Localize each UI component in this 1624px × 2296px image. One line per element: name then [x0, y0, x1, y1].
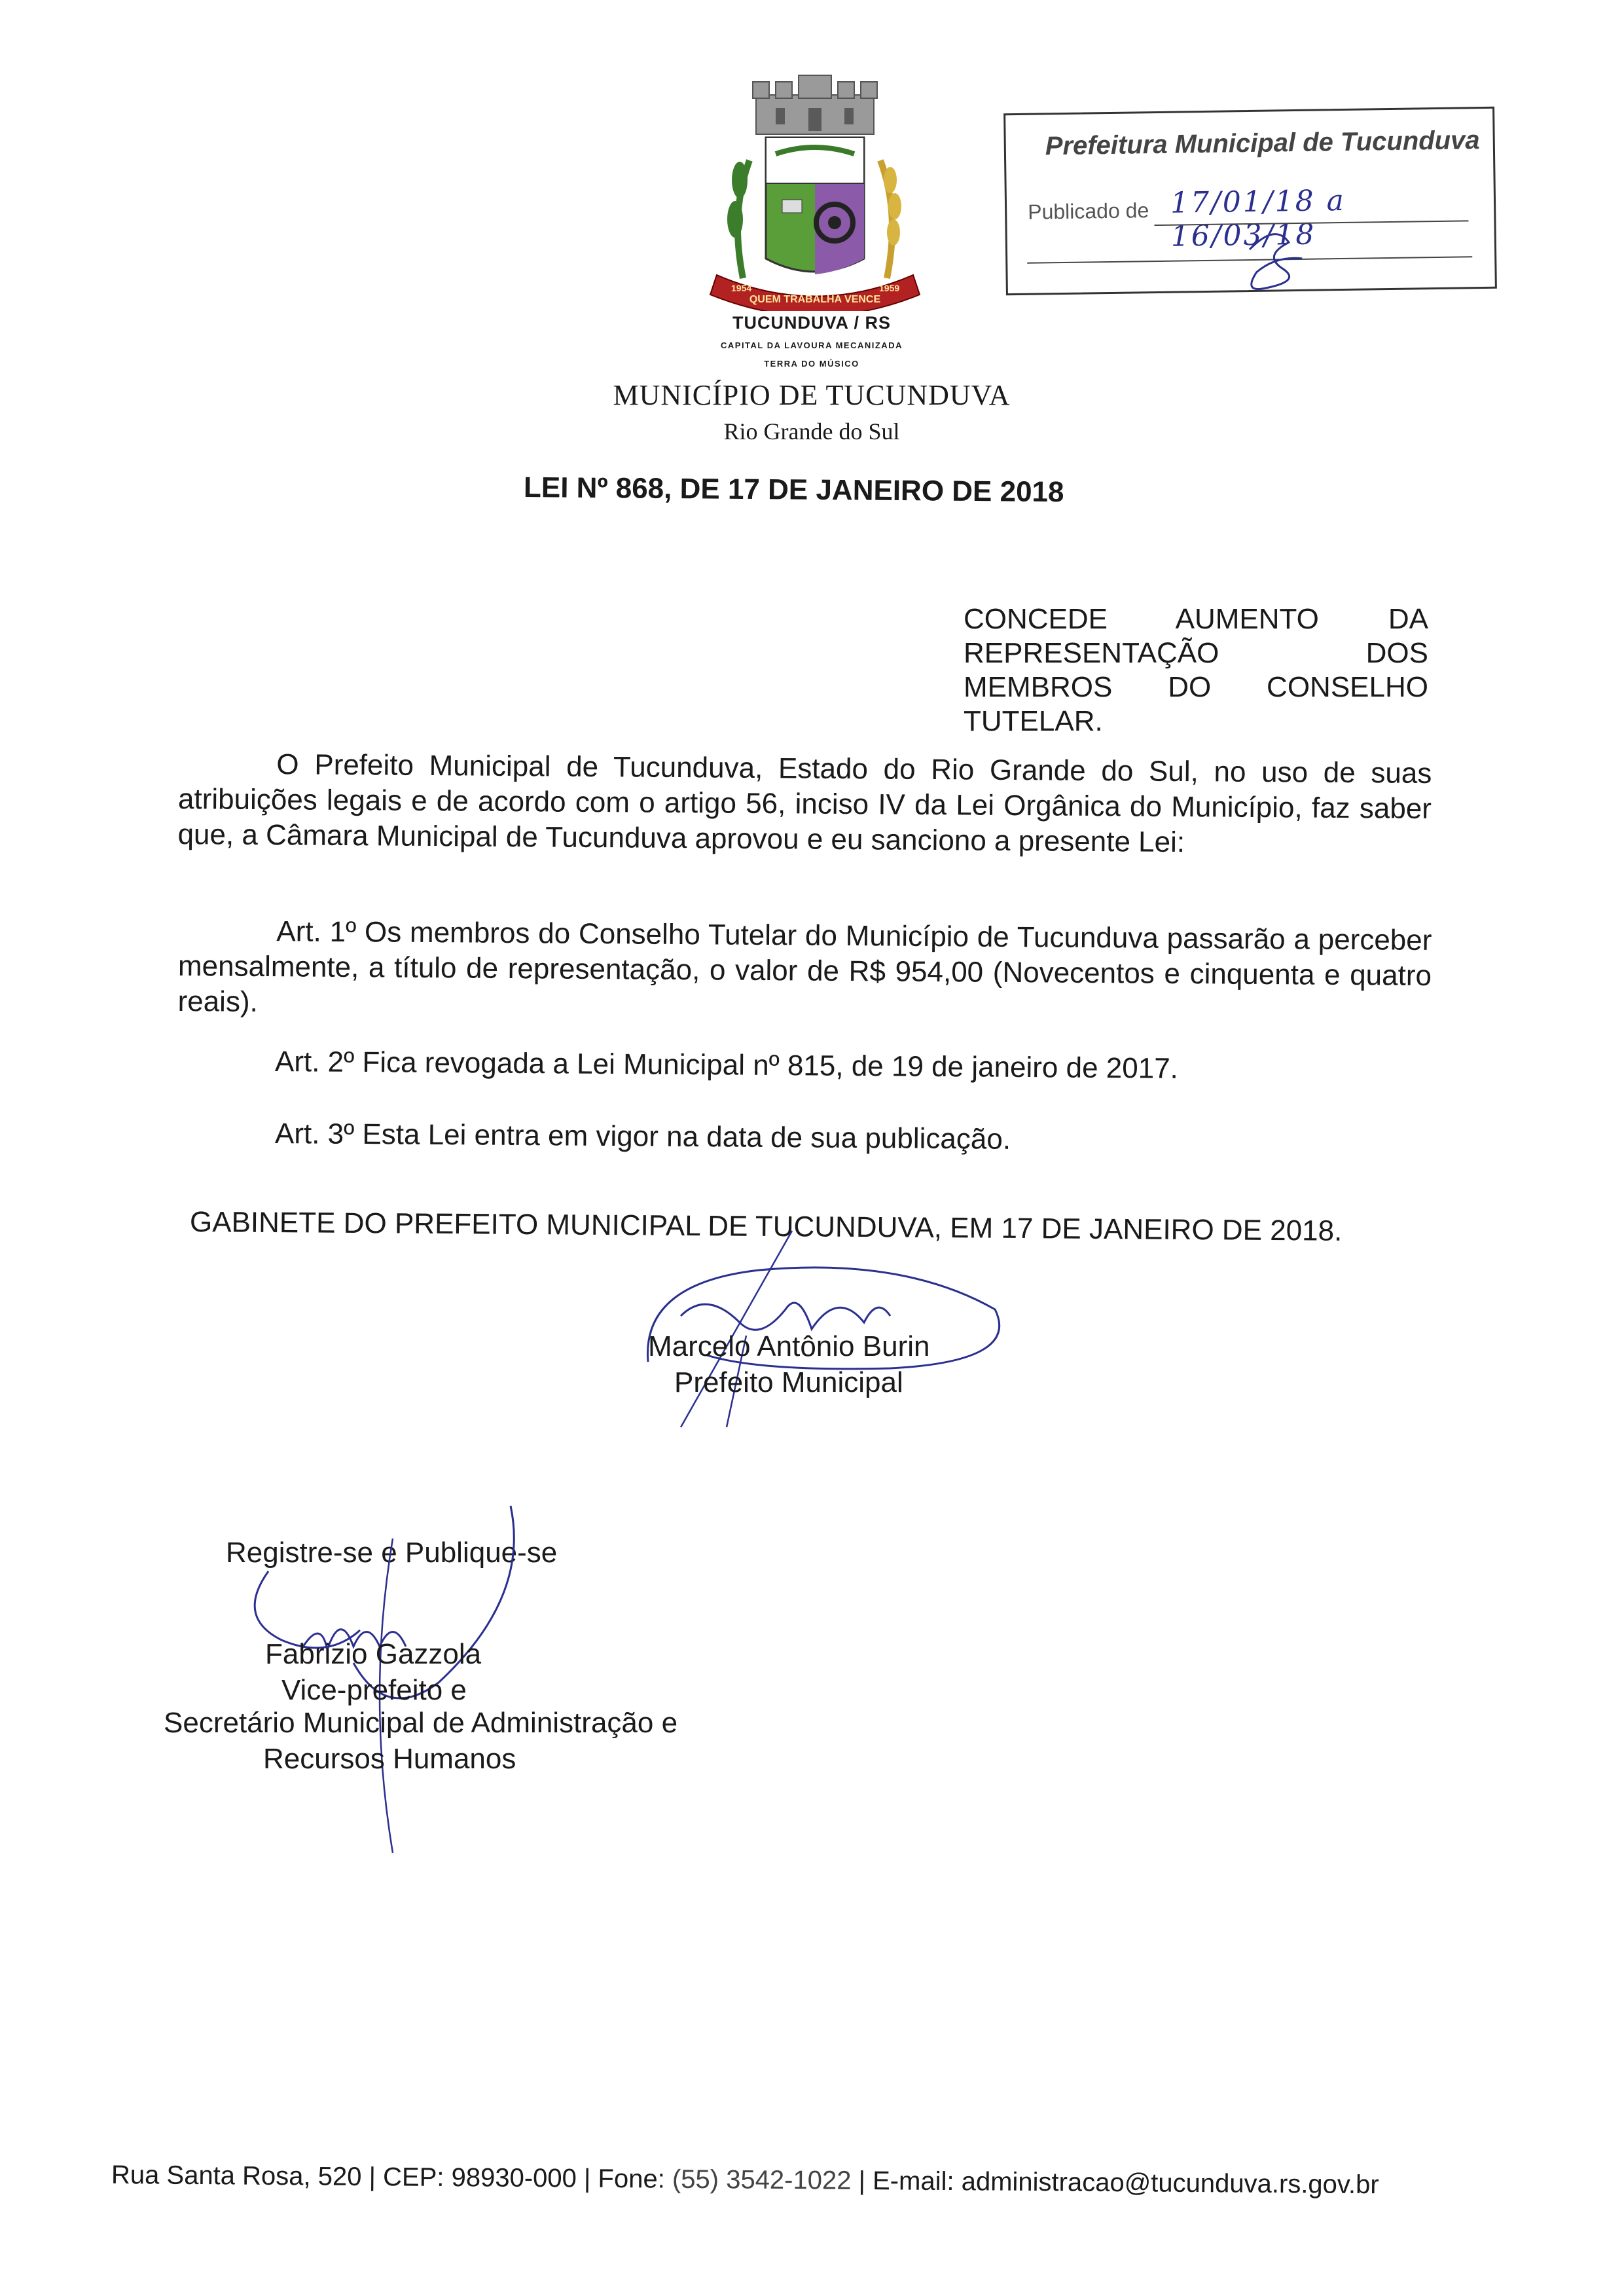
vice-mayor-name: Fabrizio Gazzola: [265, 1638, 482, 1670]
ribbon-motto: QUEM TRABALHA VENCE: [749, 294, 881, 305]
stamp-initial-signature: [1236, 210, 1316, 302]
vice-mayor-role-line-2: Secretário Municipal de Administração e: [164, 1707, 678, 1739]
footer-phone-label: Fone:: [598, 2164, 665, 2194]
register-note: Registre-se e Publique-se: [226, 1537, 558, 1569]
stamp-handwritten-dates: 17/01/18 a 16/03/18: [1170, 183, 1346, 253]
crest-tagline-1: CAPITAL DA LAVOURA MECANIZADA: [721, 340, 903, 350]
ribbon-year-right: 1959: [879, 283, 900, 293]
article-3: Art. 3º Esta Lei entra em vigor na data de sua publicação.: [274, 1118, 1011, 1156]
preamble-paragraph: O Prefeito Municipal de Tucunduva, Estado do Rio Grande do Sul, no uso de suas atribuições legais e de acordo com o artigo 56, inciso IV da Lei Orgânica do Município, faz saber que, a Câmara Municipal de Tucunduva aprovou e eu sanciono a presente Lei:: [177, 748, 1432, 859]
mayor-role: Prefeito Municipal: [674, 1366, 903, 1398]
law-summary: CONCEDE AUMENTO DA REPRESENTAÇÃO DOS MEMBROS DO CONSELHO TUTELAR.: [964, 603, 1428, 737]
mayor-name: Marcelo Antônio Burin: [648, 1330, 930, 1362]
publication-stamp: [1003, 107, 1497, 295]
vice-mayor-role-line-3: Recursos Humanos: [263, 1743, 516, 1775]
ribbon-year-left: 1954: [731, 283, 752, 293]
vice-mayor-role-line-1: Vice-prefeito e: [281, 1674, 467, 1706]
footer-cep: CEP: 98930-000: [382, 2162, 577, 2193]
crest-tagline-2: TERRA DO MÚSICO: [764, 359, 859, 369]
law-title: LEI Nº 868, DE 17 DE JANEIRO DE 2018: [523, 471, 1064, 509]
stamp-title: Prefeitura Municipal de Tucunduva: [1045, 126, 1480, 161]
footer-phone: (55) 3542-1022: [672, 2164, 852, 2195]
stamp-published-label: Publicado de: [1027, 198, 1149, 224]
state-subheading: Rio Grande do Sul: [723, 418, 900, 445]
page-footer: Rua Santa Rosa, 520 | CEP: 98930-000 | Fone: (55) 3542-1022 | E-mail: administracao@tucunduva.rs.gov.br: [111, 2160, 1379, 2200]
crest-city-label: TUCUNDUVA / RS: [732, 313, 891, 333]
footer-email[interactable]: administracao@tucunduva.rs.gov.br: [961, 2167, 1379, 2200]
article-1: Art. 1º Os membros do Conselho Tutelar do Município de Tucunduva passarão a perceber mensalmente, a título de representação, o valor de R$ 954,00 (Novecentos e cinquenta e quatro reais).: [177, 915, 1432, 1018]
coat-of-arms-emblem: [704, 69, 926, 311]
article-2: Art. 2º Fica revogada a Lei Municipal nº 815, de 19 de janeiro de 2017.: [274, 1046, 1179, 1085]
municipality-heading: MUNICÍPIO DE TUCUNDUVA: [613, 379, 1011, 411]
closing-line: GABINETE DO PREFEITO MUNICIPAL DE TUCUNDUVA, EM 17 DE JANEIRO DE 2018.: [189, 1206, 1343, 1247]
footer-address: Rua Santa Rosa, 520: [111, 2160, 362, 2192]
footer-email-label: E-mail:: [872, 2166, 954, 2196]
